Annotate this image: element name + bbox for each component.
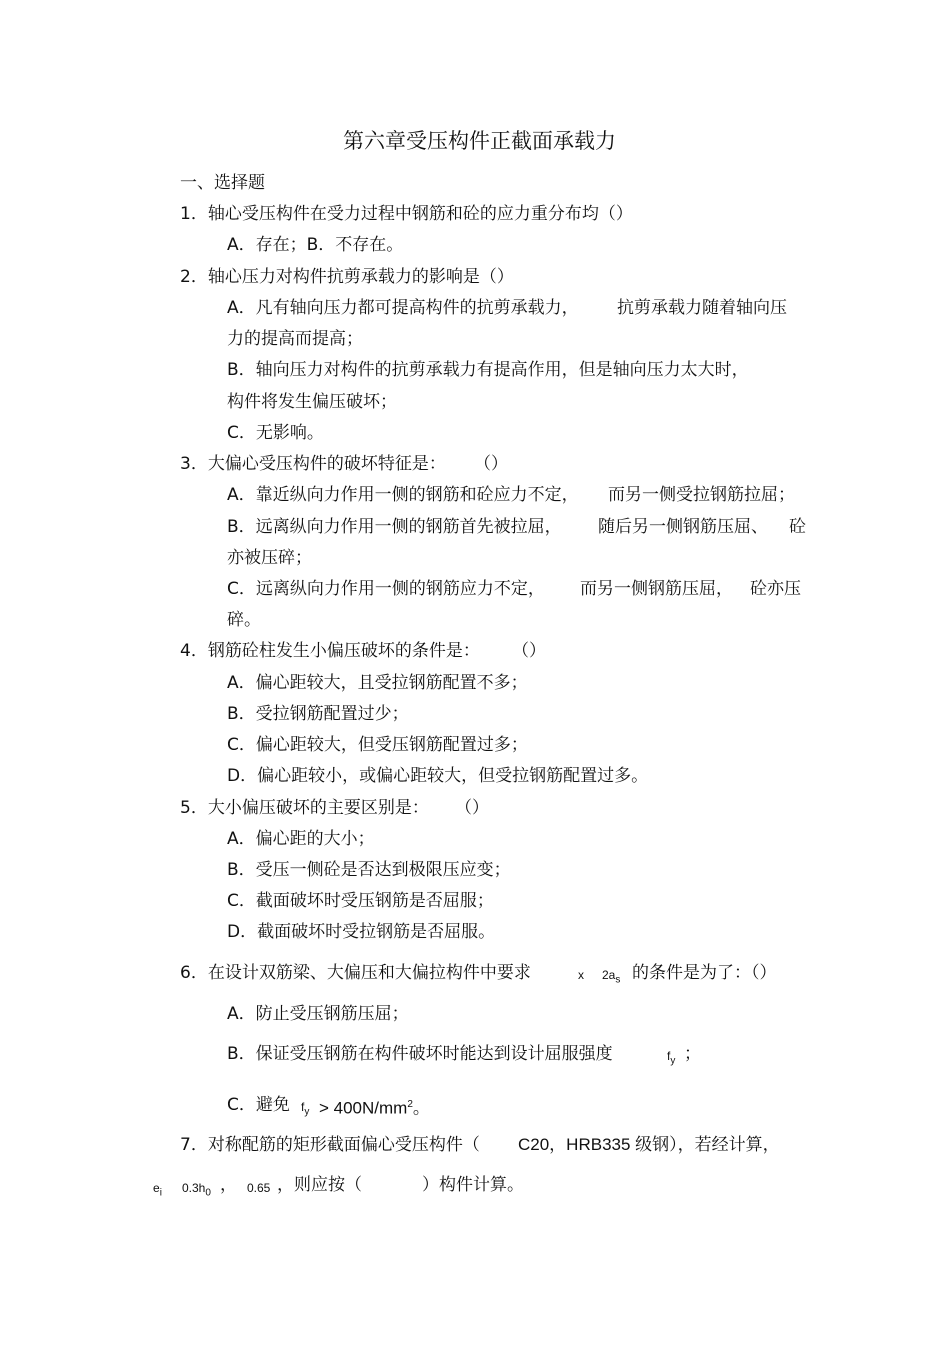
question-5-option-c: C．截面破坏时受压钢筋是否屈服； — [227, 891, 494, 911]
question-7-comma: ， — [220, 1175, 237, 1195]
question-7-h0: $0.3h_0$ — [182, 1181, 211, 1199]
question-2-option-b-line2: 构件将发生偏压破坏； — [227, 392, 397, 412]
question-3-option-b-line1b: 随后另一侧钢筋压屈、 — [598, 517, 768, 537]
question-4-option-b: B．受拉钢筋配置过少； — [227, 704, 409, 724]
question-3-option-a-line1: A．靠近纵向力作用一侧的钢筋和砼应力不定， — [227, 485, 579, 505]
question-1-stem: 1．轴心受压构件在受力过程中钢筋和砼的应力重分布均（） — [180, 204, 633, 224]
question-7-xi: 0.65 — [247, 1181, 271, 1195]
question-6-two-a: $2a_s$ — [602, 968, 621, 986]
question-3-option-c-line2: 碎。 — [227, 610, 261, 630]
question-6-var-x: x — [578, 968, 584, 982]
question-5-stem: 5．大小偏压破坏的主要区别是： — [180, 798, 429, 818]
question-3-option-c-line1c: 砼亦压 — [750, 579, 801, 599]
question-7-ei: $e_i$ — [153, 1181, 162, 1199]
question-4-option-d: D．偏心距较小，或偏心距较大，但受拉钢筋配置过多。 — [227, 766, 649, 786]
question-6-option-c-fy: $f_y$ — [301, 1100, 310, 1118]
question-5-paren: （） — [455, 798, 489, 818]
question-7-material: C20，HRB335 级钢），若经计算， — [518, 1135, 780, 1154]
question-4-option-a: A．偏心距较大，且受拉钢筋配置不多； — [227, 673, 528, 693]
question-7-tail2: ）构件计算。 — [422, 1175, 524, 1195]
question-3-option-c-line1b: 而另一侧钢筋压屈， — [580, 579, 733, 599]
question-4-option-c: C．偏心距较大，但受压钢筋配置过多； — [227, 735, 528, 755]
question-6-option-b: B．保证受压钢筋在构件破坏时能达到设计屈服强度 — [227, 1044, 613, 1064]
question-2-option-c: C．无影响。 — [227, 423, 324, 443]
question-4-paren: （） — [512, 641, 546, 661]
question-7-tail: ，则应按（ — [277, 1175, 362, 1195]
question-3-option-a-line1b: 而另一侧受拉钢筋拉屈； — [608, 485, 795, 505]
question-2-option-a-line1: A．凡有轴向压力都可提高构件的抗剪承载力， — [227, 298, 579, 318]
section-heading: 一、选择题 — [180, 173, 265, 193]
question-3-option-b-line1c: 砼 — [789, 517, 806, 537]
question-2-option-a-line2: 力的提高而提高； — [227, 329, 363, 349]
question-5-option-b: B．受压一侧砼是否达到极限压应变； — [227, 860, 511, 880]
question-6-option-c-value: > $400N/mm^2$。 — [319, 1098, 430, 1118]
question-3-paren: （） — [474, 454, 508, 474]
page-title: 第六章受压构件正截面承载力 — [343, 129, 616, 153]
question-3-option-b-line1: B．远离纵向力作用一侧的钢筋首先被拉屈， — [227, 517, 562, 537]
question-6-tail: 的条件是为了：（） — [632, 963, 777, 983]
question-5-option-a: A．偏心距的大小； — [227, 829, 375, 849]
question-6-option-b-end: ； — [684, 1044, 701, 1064]
question-6-option-c-prefix: C．避免 — [227, 1095, 290, 1115]
question-4-stem: 4．钢筋砼柱发生小偏压破坏的条件是： — [180, 641, 480, 661]
question-6-option-a: A．防止受压钢筋压屈； — [227, 1004, 409, 1024]
question-2-option-b-line1: B．轴向压力对构件的抗剪承载力有提高作用，但是轴向压力太大时， — [227, 360, 749, 380]
question-5-option-d: D．截面破坏时受拉钢筋是否屈服。 — [227, 922, 496, 942]
question-3-stem: 3．大偏心受压构件的破坏特征是： — [180, 454, 446, 474]
question-6-stem: 6．在设计双筋梁、大偏压和大偏拉构件中要求 — [180, 963, 531, 983]
question-2-stem: 2．轴心压力对构件抗剪承载力的影响是（） — [180, 267, 514, 287]
question-3-option-b-line2: 亦被压碎； — [227, 548, 312, 568]
question-2-option-a-line1b: 抗剪承载力随着轴向压 — [617, 298, 787, 318]
question-7-stem: 7．对称配筋的矩形截面偏心受压构件（ — [180, 1135, 480, 1155]
question-1-options: A．存在；B．不存在。 — [227, 235, 404, 255]
question-6-option-b-fy: $f_y$ — [667, 1049, 676, 1067]
question-3-option-c-line1: C．远离纵向力作用一侧的钢筋应力不定， — [227, 579, 545, 599]
